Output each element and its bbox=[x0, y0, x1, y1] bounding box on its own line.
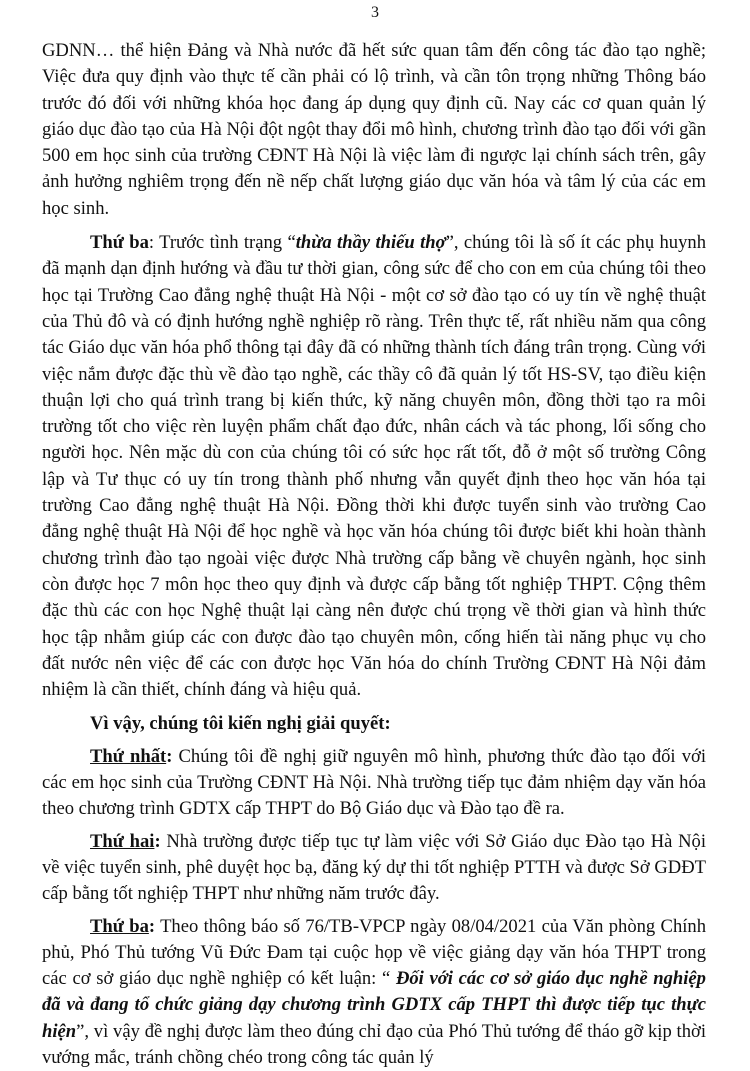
paragraph-label: Thứ hai bbox=[90, 831, 154, 852]
paragraph-label: Thứ ba bbox=[90, 232, 149, 253]
paragraph-thu-hai bbox=[42, 829, 706, 908]
quoted-phrase: Đối với các cơ sở giáo dục nghề nghiệp đã và đang tổ chức giảng dạy chương trình GDTX cấp THPT thì được tiếp tục thực hiện bbox=[42, 968, 706, 1042]
paragraph-thu-ba-request bbox=[42, 914, 706, 1071]
paragraph-thu-ba-context bbox=[42, 230, 706, 703]
paragraph-text: : Trước tình trạng “ bbox=[149, 232, 296, 253]
label-separator: : bbox=[166, 746, 172, 767]
paragraph-text: ”, chúng tôi là số ít các phụ huynh đã mạnh dạn định hướng và đầu tư thời gian, công sức để cho con em của chúng tôi theo học tại Trường Cao đẳng nghệ thuật Hà Nội - một cơ sở đào tạo có uy tín về nghệ thuật của Thủ đô và có định hướng nghề nghiệp rõ ràng. Trên thực tế, rất nhiều năm qua công tác Giáo dục văn hóa phổ thông tại đây đã có những thành tích đáng trân trọng. Cùng với việc nắm được đặc thù về đào tạo nghề, các thầy cô đã quản lý tốt HS-SV, tạo điều kiện thuận lợi cho quá trình trang bị kiến thức, kỹ năng chuyên môn, đồng thời tạo ra môi trường tốt cho việc rèn luyện phẩm chất đạo đức, nhân cách và tác phong, lối sống cho người học. Nên mặc dù con của chúng tôi có sức học rất tốt, đỗ ở một số trường Công lập và Tư thục có uy tín trong thành phố nhưng vẫn quyết định theo học văn hóa tại trường Cao đẳng nghệ thuật Hà Nội. Đồng thời khi được tuyển sinh vào trường Cao đẳng nghệ thuật Hà Nội để học nghề và học văn hóa chúng tôi được biết khi hoàn thành chương trình đào tạo ngoài việc được Nhà trường cấp bằng về chuyên ngành, học sinh còn được học 7 môn học theo quy định và được cấp bằng tốt nghiệp THPT. Cộng thêm đặc thù các con học Nghệ thuật lại càng nên được chú trọng về thời gian và hình thức học tập nhằm giúp các con được đào tạo chuyên môn, cống hiến tài năng phục vụ cho đất nước nên việc để các con được học Văn hóa do chính Trường CĐNT Hà Nội đảm nhiệm là cần thiết, chính đáng và hiệu quả. bbox=[42, 232, 706, 700]
page-number: 3 bbox=[0, 4, 750, 22]
paragraph-text: Theo thông báo số 76/TB-VPCP ngày 08/04/2021 của Văn phòng Chính phủ, Phó Thủ tướng Vũ Đức Đam tại cuộc họp về việc giảng dạy văn hóa THPT trong các cơ sở giáo dục nghề nghiệp có kết luận: “ bbox=[42, 916, 706, 990]
paragraph-text: Nhà trường được tiếp tục tự làm việc với Sở Giáo dục Đào tạo Hà Nội về việc tuyển sinh, phê duyệt học bạ, đăng ký dự thi tốt nghiệp PTTH và được Sở GDĐT cấp bằng tốt nghiệp THPT như những năm trước đây. bbox=[42, 831, 706, 905]
paragraph-text: Chúng tôi đề nghị giữ nguyên mô hình, phương thức đào tạo đối với các em học sinh của Trường CĐNT Hà Nội. Nhà trường tiếp tục đảm nhiệm dạy văn hóa theo chương trình GDTX cấp THPT do Bộ Giáo dục và Đào tạo đề ra. bbox=[42, 746, 706, 820]
section-heading: Vì vậy, chúng tôi kiến nghị giải quyết: bbox=[42, 711, 706, 737]
paragraph-intro: GDNN… thể hiện Đảng và Nhà nước đã hết sức quan tâm đến công tác đào tạo nghề; Việc đưa quy định vào thực tế cần phải có lộ trình, và cần tôn trọng những Thông báo trước đó đối với những khóa học đang áp dụng quy định cũ. Nay các cơ quan quản lý giáo dục đào tạo của Hà Nội đột ngột thay đổi mô hình, chương trình đào tạo đối với gần 500 em học sinh của trường CĐNT Hà Nội là việc làm đi ngược lại chính sách trên, gây ảnh hưởng nghiêm trọng đến nề nếp chất lượng giáo dục văn hóa và tâm lý của các em học sinh. bbox=[42, 38, 706, 222]
paragraph-label: Thứ nhất bbox=[90, 746, 166, 767]
label-separator: : bbox=[154, 831, 160, 852]
paragraph-text: ”, vì vậy đề nghị được làm theo đúng chỉ đạo của Phó Thủ tướng để tháo gỡ kịp thời vướng mắc, tránh chồng chéo trong công tác quản lý bbox=[42, 1021, 706, 1068]
label-separator: : bbox=[149, 916, 155, 937]
document-body bbox=[42, 38, 706, 1071]
paragraph-label: Thứ ba bbox=[90, 916, 149, 937]
paragraph-thu-nhat bbox=[42, 744, 706, 823]
quoted-phrase: thừa thầy thiếu thợ bbox=[296, 232, 446, 253]
